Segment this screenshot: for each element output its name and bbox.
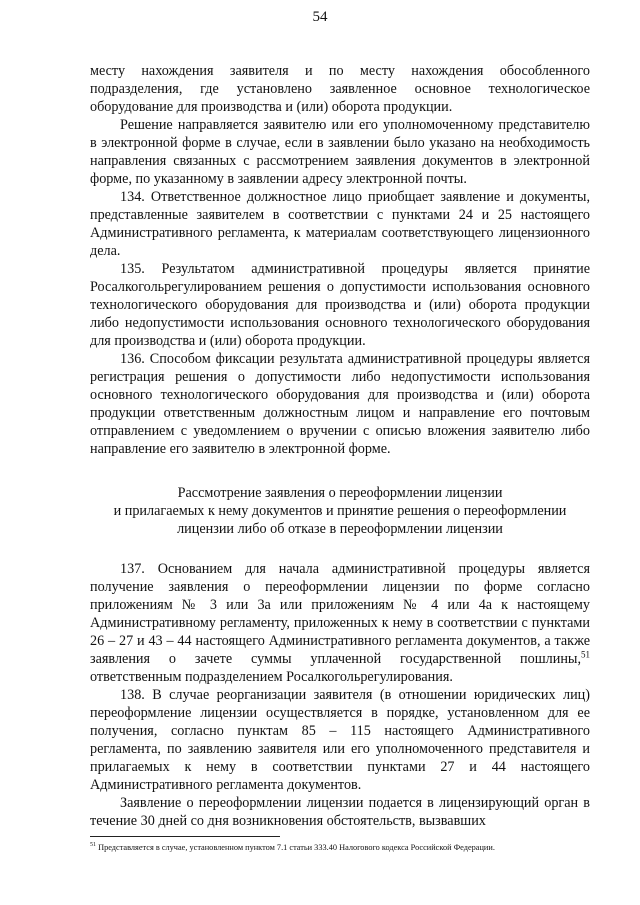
paragraph-136: 136. Способом фиксации результата административной процедуры является регистрация решения о допустимости либо недопустимости использования основного технологического оборудования для производства и (или) оборота продукции ответственным должностным лицом и направление его почтовым отправлением с уведомлением о вручении с описью вложения заявителю либо направление его заявителю в электронной форме. [90,351,590,457]
section-heading [90,484,590,538]
section-heading-line: Рассмотрение заявления о переоформлении лицензии [177,485,503,501]
page-number: 54 [312,9,328,25]
footnote-number: 51 [90,842,96,849]
footnote-divider [90,836,280,837]
section-heading-line: лицензии либо об отказе в переоформлении лицензии [177,521,503,537]
paragraph-138: 138. В случае реорганизации заявителя (в отношении юридических лиц) переоформление лицензии осуществляется в порядке, установленном для ее получения, согласно пунктам 85 – 115 настоящего Административного регламента, по заявлению заявителя или его уполномоченного представителя и прилагаемых к нему в соответствии пунктами 27 и 44 настоящего Административного регламента документов. [90,687,590,793]
body-text [90,62,590,830]
paragraph-137-text: 137. Основанием для начала административной процедуры является получение заявления о переоформлении лицензии по форме согласно приложениям № 3 или 3а или приложениям № 4 или 4а к настоящему Административному регламенту, приложенных к нему в соответствии с пунктами 26 – 27 и 43 – 44 настоящего Административного регламента документов, а также заявления о зачете суммы уплаченной государственной пошлины, [90,561,590,667]
paragraph-134: 134. Ответственное должностное лицо приобщает заявление и документы, представленные заявителем в соответствии с пунктами 24 и 25 настоящего Административного регламента, к материалам соответствующего лицензионного дела. [90,189,590,259]
footnote-reference: 51 [581,649,590,660]
footnote-text: Представляется в случае, установленном пунктом 7.1 статьи 333.40 Налогового кодекса Российской Федерации. [96,843,495,852]
footnote [90,842,590,853]
paragraph-135: 135. Результатом административной процедуры является принятие Росалкогольрегулированием решения о допустимости использования основного технологического оборудования для производства и (или) оборота продукции либо недопустимости использования основного технологического оборудования для производства и (или) оборота продукции. [90,261,590,349]
paragraph: Решение направляется заявителю или его уполномоченному представителю в электронной форме в случае, если в заявлении было указано на необходимость направления связанных с рассмотрением заявления документов в электронной форме, по указанному в заявлении адресу электронной почты. [90,117,590,187]
paragraph-137 [90,560,590,686]
section-heading-line: и прилагаемых к нему документов и принятие решения о переоформлении [113,503,567,519]
paragraph: Заявление о переоформлении лицензии подается в лицензирующий орган в течение 30 дней со дня возникновения обстоятельств, вызвавших [90,795,590,829]
paragraph: месту нахождения заявителя и по месту нахождения обособленного подразделения, где установлено заявленное основное технологическое оборудование для производства и (или) оборота продукции. [90,63,590,115]
paragraph-137-text-end: ответственным подразделением Росалкогольрегулирования. [90,669,453,685]
